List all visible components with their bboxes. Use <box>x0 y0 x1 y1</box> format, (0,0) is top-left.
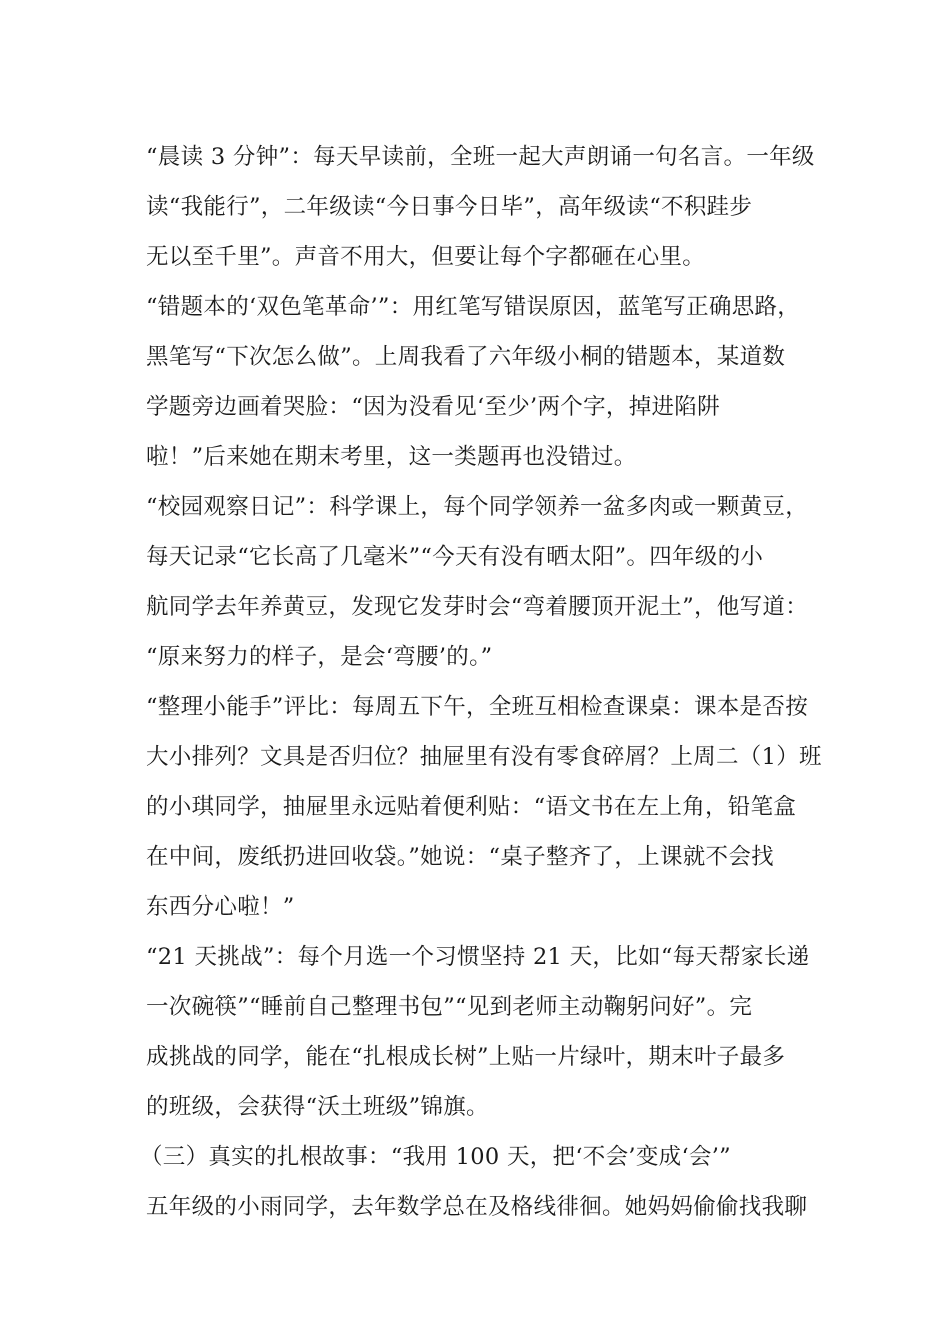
text-line: 的班级，会获得“沃土班级”锦旗。 <box>146 1094 489 1120</box>
text-line: 读“我能行”，二年级读“今日事今日毕”，高年级读“不积跬步 <box>146 194 753 220</box>
text-line: 成挑战的同学，能在“扎根成长树”上贴一片绿叶，期末叶子最多 <box>146 1044 786 1070</box>
section-heading: （三）真实的扎根故事：“我用 100 天，把‘不会’变成‘会’” <box>140 1144 731 1170</box>
text-line: “校园观察日记”：科学课上，每个同学领养一盆多肉或一颗黄豆， <box>146 494 809 520</box>
text-line: 五年级的小雨同学，去年数学总在及格线徘徊。她妈妈偷偷找我聊 <box>146 1194 808 1220</box>
body-text <box>140 132 836 1232</box>
text-line: 大小排列？文具是否归位？抽屉里有没有零食碎屑？上周二（1）班 <box>146 744 822 770</box>
text-line: 啦！”后来她在期末考里，这一类题再也没错过。 <box>146 444 637 470</box>
text-line: 东西分心啦！” <box>146 894 295 920</box>
text-line: 在中间，废纸扔进回收袋。”她说：“桌子整齐了，上课就不会找 <box>146 844 774 870</box>
text-line: “21 天挑战”：每个月选一个习惯坚持 21 天，比如“每天帮家长递 <box>146 944 810 970</box>
text-line: “错题本的‘双色笔革命’”：用红笔写错误原因，蓝笔写正确思路， <box>146 294 801 320</box>
text-line: “原来努力的样子，是会‘弯腰’的。” <box>146 644 493 670</box>
text-line: 航同学去年养黄豆，发现它发芽时会“弯着腰顶开泥土”，他写道： <box>146 594 809 620</box>
text-line: “晨读 3 分钟”：每天早读前，全班一起大声朗诵一句名言。一年级 <box>146 144 815 170</box>
text-line: “整理小能手”评比：每周五下午，全班互相检查课桌：课本是否按 <box>146 694 809 720</box>
text-line: 一次碗筷”“睡前自己整理书包”“见到老师主动鞠躬问好”。完 <box>146 994 753 1020</box>
text-line: 每天记录“它长高了几毫米”“今天有没有晒太阳”。四年级的小 <box>146 544 764 570</box>
text-line: 学题旁边画着哭脸：“因为没看见‘至少’两个字，掉进陷阱 <box>146 394 720 420</box>
text-line: 黑笔写“下次怎么做”。上周我看了六年级小桐的错题本，某道数 <box>146 344 786 370</box>
text-line: 无以至千里”。声音不用大，但要让每个字都砸在心里。 <box>146 244 706 270</box>
text-line: 的小琪同学，抽屉里永远贴着便利贴：“语文书在左上角，铅笔盒 <box>146 794 797 820</box>
